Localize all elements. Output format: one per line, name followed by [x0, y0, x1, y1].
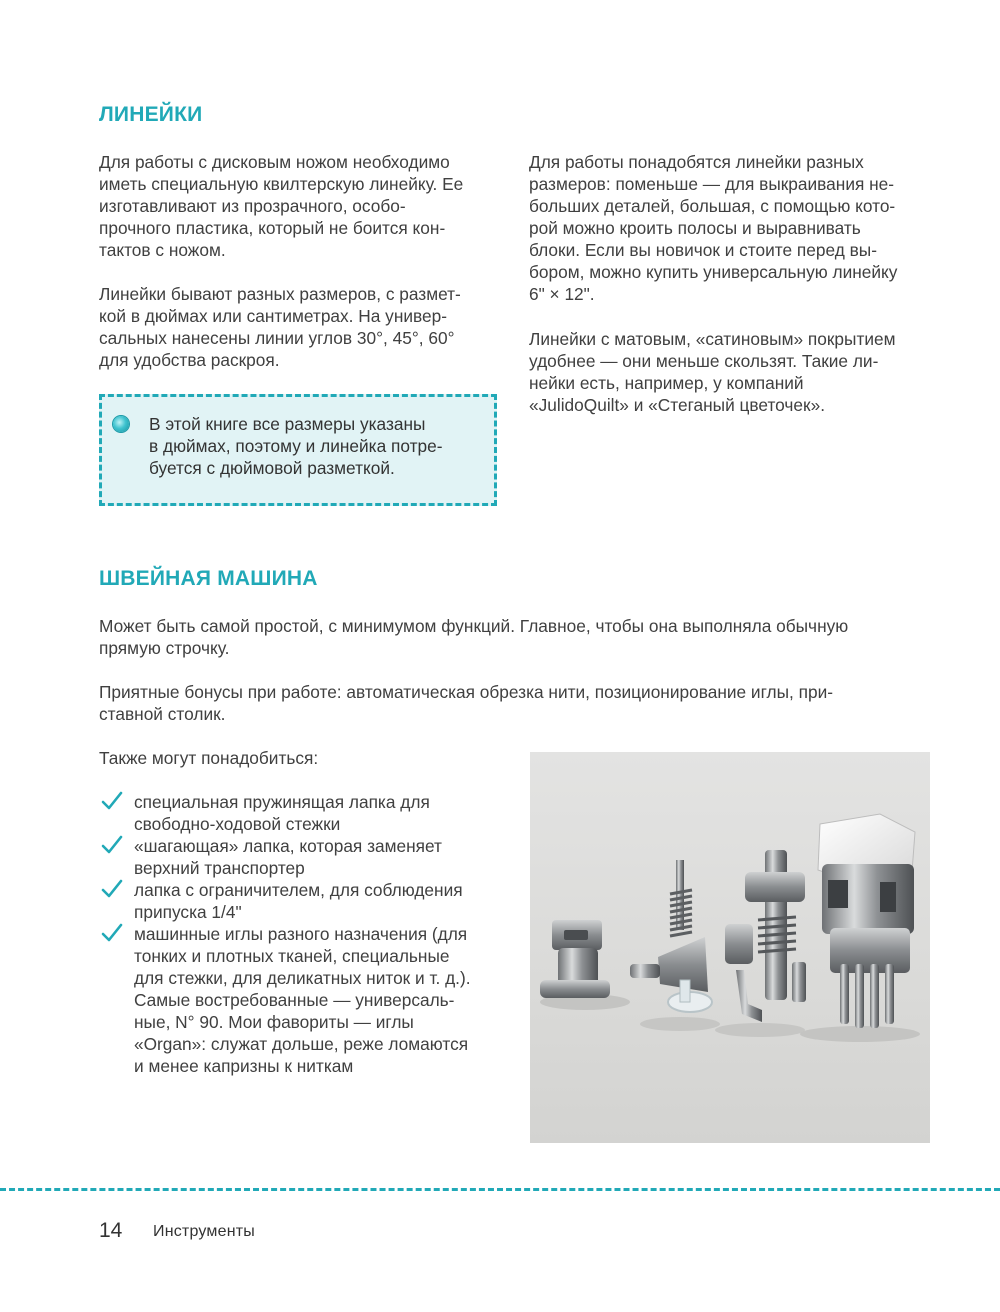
- text-line: нейки есть, например, у компаний: [529, 373, 804, 393]
- list-item: [99, 835, 504, 879]
- list-item: [99, 791, 504, 835]
- presser-foot-2: [630, 860, 712, 1012]
- note-text: [149, 413, 484, 479]
- text-line: специальная пружинящая лапка для: [134, 792, 430, 812]
- text-line: ные, N° 90. Мои фавориты — иглы: [134, 1012, 414, 1032]
- text-line: лапка с ограничителем, для соблюдения: [134, 880, 463, 900]
- text-line: блоки. Если вы новичок и стоите перед вы-: [529, 240, 877, 260]
- tools-checklist: [99, 791, 504, 1077]
- presser-foot-1: [540, 920, 610, 998]
- list-item: [99, 879, 504, 923]
- text-line: сальных нанесены линии углов 30°, 45°, 60°: [99, 328, 455, 348]
- text-line: Для работы с дисковым ножом необходимо: [99, 152, 450, 172]
- text-line: Линейки бывают разных размеров, с размет-: [99, 284, 461, 304]
- text-line: машинные иглы разного назначения (для: [134, 924, 468, 944]
- text-line: «шагающая» лапка, которая заменяет: [134, 836, 442, 856]
- text-line: бором, можно купить универсальную линейку: [529, 262, 898, 282]
- machine-paragraph-1: [99, 615, 929, 659]
- text-line: кой в дюймах или сантиметрах. На универ-: [99, 306, 447, 326]
- check-icon: [101, 835, 123, 855]
- machine-paragraph-3: Также могут понадобиться:: [99, 748, 319, 768]
- text-line: прямую строчку.: [99, 638, 230, 658]
- text-line: припуска 1/4": [134, 902, 242, 922]
- text-line: и менее капризны к ниткам: [134, 1056, 354, 1076]
- text-line: Для работы понадобятся линейки разных: [529, 152, 864, 172]
- page-number: 14: [99, 1219, 123, 1242]
- list-item: [99, 923, 504, 1077]
- text-line: Приятные бонусы при работе: автоматическая обрезка нити, позиционирование иглы, при-: [99, 682, 833, 702]
- text-line: рой можно кроить полосы и выравнивать: [529, 218, 861, 238]
- text-line: Линейки с матовым, «сатиновым» покрытием: [529, 329, 896, 349]
- footer-divider: [0, 1188, 1000, 1191]
- text-line: в дюймах, поэтому и линейка потре-: [149, 436, 443, 456]
- text-line: размеров: поменьше — для выкраивания не-: [529, 174, 895, 194]
- machine-paragraph-2: [99, 681, 929, 725]
- rulers-paragraph-4: [529, 328, 939, 416]
- note-bullet-icon: [113, 416, 129, 432]
- text-line: свободно-ходовой стежки: [134, 814, 341, 834]
- text-line: прочного пластика, который не боится кон-: [99, 218, 446, 238]
- check-icon: [101, 879, 123, 899]
- text-line: 6" × 12".: [529, 284, 595, 304]
- text-line: «JulidoQuilt» и «Стеганый цветочек».: [529, 395, 825, 415]
- text-line: тонких и плотных тканей, специальные: [134, 946, 450, 966]
- text-line: Может быть самой простой, с минимумом функций. Главное, чтобы она выполняла обычную: [99, 616, 849, 636]
- check-icon: [101, 923, 123, 943]
- text-line: буется с дюймовой разметкой.: [149, 458, 395, 478]
- rulers-paragraph-3: [529, 151, 939, 305]
- text-line: иметь специальную квилтерскую линейку. Ее: [99, 174, 464, 194]
- text-line: для удобства раскроя.: [99, 350, 280, 370]
- text-line: удобнее — они меньше скользят. Такие ли-: [529, 351, 879, 371]
- text-line: больших деталей, большая, с помощью кото-: [529, 196, 896, 216]
- text-line: изготавливают из прозрачного, особо-: [99, 196, 406, 216]
- text-line: для стежки, для деликатных ниток и т. д.).: [134, 968, 471, 988]
- presser-feet-photo: [530, 752, 930, 1143]
- text-line: «Organ»: служат дольше, реже ломаются: [134, 1034, 469, 1054]
- presser-feet-illustration: [530, 752, 930, 1143]
- info-note-box: [99, 394, 497, 506]
- presser-foot-3: [725, 850, 806, 1022]
- text-line: тактов с ножом.: [99, 240, 226, 260]
- text-line: ставной столик.: [99, 704, 226, 724]
- text-line: Самые востребованные — универсаль-: [134, 990, 455, 1010]
- text-line: верхний транспортер: [134, 858, 305, 878]
- section-title-rulers: ЛИНЕЙКИ: [99, 103, 203, 126]
- text-line: В этой книге все размеры указаны: [149, 414, 426, 434]
- presser-foot-4: [818, 814, 915, 1028]
- rulers-paragraph-2: [99, 283, 509, 371]
- rulers-paragraph-1: [99, 151, 509, 261]
- check-icon: [101, 791, 123, 811]
- running-title: Инструменты: [153, 1223, 255, 1240]
- section-title-sewing-machine: ШВЕЙНАЯ МАШИНА: [99, 567, 318, 590]
